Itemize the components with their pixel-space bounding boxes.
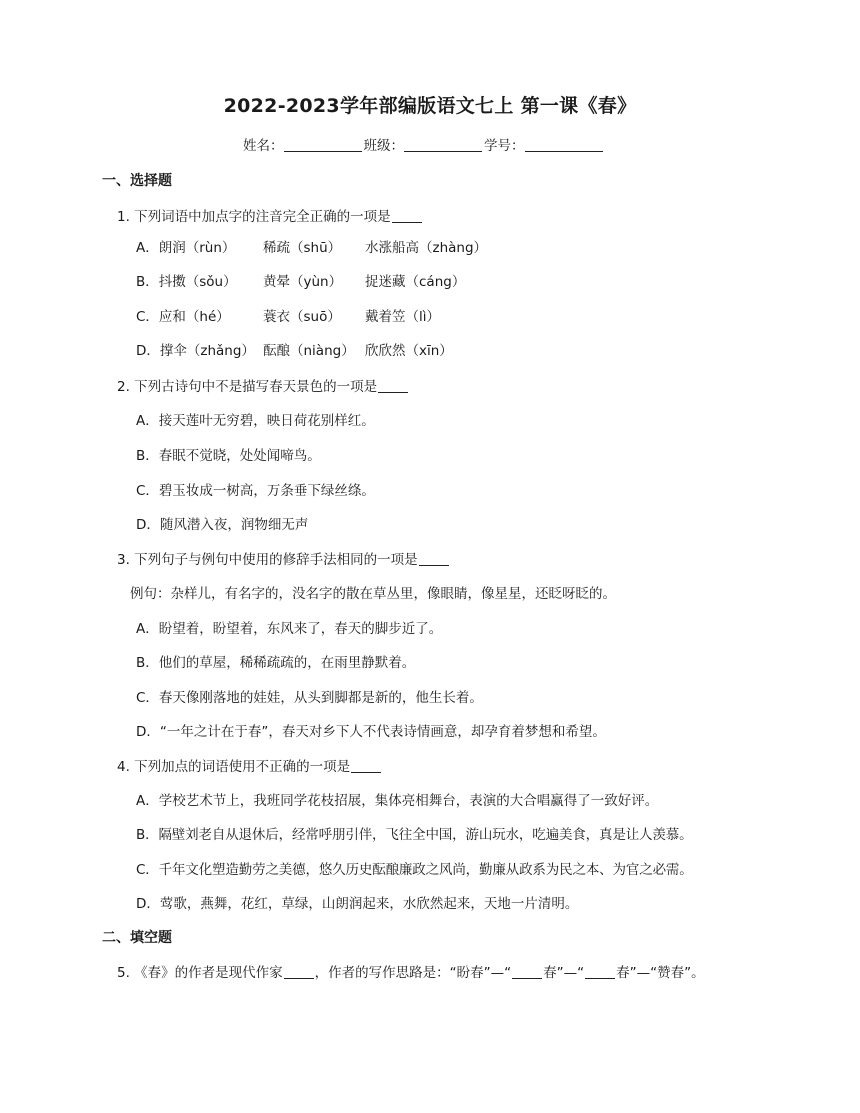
question-stem: 5. 《春》的作者是现代作家 (117, 965, 283, 981)
option-text: 蓑衣（suō） (263, 309, 341, 325)
name-label: 姓名： (243, 138, 284, 154)
answer-blank (378, 378, 408, 393)
q4-option-d: D．莺歌，燕舞，花红，草绿，山朗润起来，水欣然起来，天地一片清明。 (136, 896, 579, 912)
question-2 (117, 375, 409, 395)
q1-option-b (136, 270, 465, 290)
option-text: A．朗润（rùn） (136, 240, 236, 256)
option-text: B．抖擞（sǒu） (136, 274, 237, 290)
section-heading: 二、填空题 (102, 930, 172, 946)
q2-option-d: D．随风潜入夜，润物细无声 (136, 517, 309, 533)
question-3 (117, 548, 450, 568)
q2-option-b: B．春眠不觉晓，处处闻啼鸟。 (136, 448, 321, 464)
answer-blank (419, 551, 449, 566)
class-label: 班级： (363, 138, 404, 154)
q3-option-c: C．春天像刚落地的娃娃，从头到脚都是新的，他生长着。 (136, 690, 483, 706)
option-text: 稀疏（shū） (263, 240, 342, 256)
q3-option-d: D．“一年之计在于春”，春天对乡下人不代表诗情画意，却孕育着梦想和希望。 (136, 724, 606, 740)
q3-example: 例句：杂样儿，有名字的，没名字的散在草丛里，像眼睛，像星星，还眨呀眨的。 (130, 586, 616, 602)
q2-option-a: A．接天莲叶无穷碧，映日荷花别样红。 (136, 413, 375, 429)
option-text: D．撑伞（zhǎng） (136, 343, 255, 359)
section-heading: 一、选择题 (102, 173, 172, 189)
question-stem: 3. 下列句子与例句中使用的修辞手法相同的一项是 (117, 552, 418, 568)
q3-option-a: A．盼望着，盼望着，东风来了，春天的脚步近了。 (136, 621, 443, 637)
q4-option-c: C．千年文化塑造勤劳之美德，悠久历史酝酿廉政之风尚，勤廉从政系为民之本、为官之必需。 (136, 862, 693, 878)
q4-option-a: A．学校艺术节上，我班同学花枝招展，集体亮相舞台，表演的大合唱赢得了一致好评。 (136, 793, 659, 809)
option-text: 捉迷藏（cáng） (365, 274, 466, 290)
q1-option-d (136, 339, 453, 359)
option-text: 欣欣然（xīn） (365, 343, 453, 359)
id-label: 学号： (484, 138, 525, 154)
option-text: 黄晕（yùn） (263, 274, 343, 290)
question-4 (117, 755, 382, 775)
question-text: ，作者的写作思路是：“盼春”—“ (314, 965, 512, 981)
answer-blank (512, 964, 542, 979)
option-text: 酝酿（niàng） (263, 343, 355, 359)
page-title: 2022-2023学年部编版语文七上 第一课《春》 (223, 95, 637, 117)
question-text: 春”—“赞春”。 (616, 965, 705, 981)
q4-option-b: B．隔壁刘老自从退休后，经常呼朋引伴，飞往全中国，游山玩水，吃遍美食，真是让人羡慕。 (136, 827, 693, 843)
student-info (243, 134, 605, 154)
answer-blank (392, 208, 422, 223)
question-text: 春”—“ (543, 965, 585, 981)
q2-option-c: C．碧玉妆成一树高，万条垂下绿丝绦。 (136, 483, 375, 499)
question-stem: 1. 下列词语中加点字的注音完全正确的一项是 (117, 209, 391, 225)
answer-blank (585, 964, 615, 979)
q1-option-a (136, 236, 487, 256)
name-blank (284, 137, 362, 152)
q3-option-b: B．他们的草屋，稀稀疏疏的，在雨里静默着。 (136, 655, 416, 671)
answer-blank (351, 758, 381, 773)
option-text: C．应和（hé） (136, 309, 230, 325)
answer-blank (284, 964, 314, 979)
id-blank (525, 137, 603, 152)
q1-option-c (136, 305, 440, 325)
question-stem: 4. 下列加点的词语使用不正确的一项是 (117, 759, 351, 775)
option-text: 水涨船高（zhàng） (365, 240, 488, 256)
class-blank (404, 137, 482, 152)
question-5 (117, 961, 705, 981)
question-1 (117, 205, 423, 225)
question-stem: 2. 下列古诗句中不是描写春天景色的一项是 (117, 379, 378, 395)
option-text: 戴着笠（lì） (365, 309, 441, 325)
